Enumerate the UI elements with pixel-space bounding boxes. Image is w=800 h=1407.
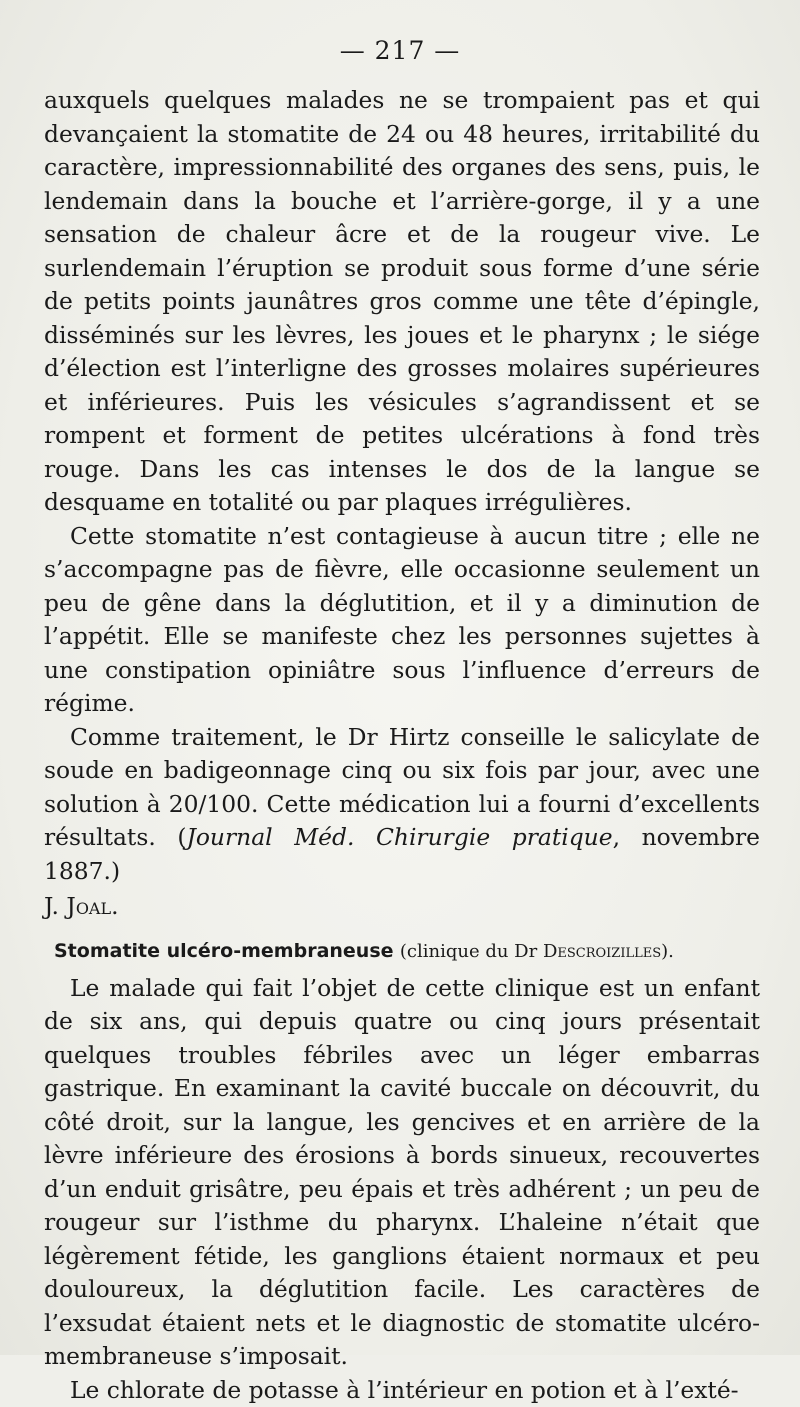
treatment-text: Comme traitement, le Dr Hirtz conseille le salicylate de soude en badigeonnage cinq ou six fois par jour, avec une solution à 20/100. Cette médication lui a fourni d’excellents résultats. (	[44, 723, 760, 852]
section-subtitle-text: (clinique du Dr	[400, 941, 543, 962]
section-subtitle-close: ).	[661, 941, 674, 962]
paragraph-chlorate: Le chlorate de potasse à l’intérieur en potion et à l’exté-	[44, 1374, 760, 1407]
citation-date: , novembre 1887.)	[44, 823, 760, 885]
paragraph-contagion: Cette stomatite n’est contagieuse à aucun titre ; elle ne s’accompagne pas de fièvre, elle occasionne seulement un peu de gêne dans la déglutition, et il y a diminution de l’appétit. Elle se manifeste chez les personnes sujettes à une constipation opiniâtre sous l’influence d’erreurs de régime.	[44, 520, 760, 721]
body-text	[44, 84, 760, 1407]
signature-rest: oal.	[76, 892, 119, 920]
page-number: — 217 —	[0, 36, 800, 65]
section-title: Stomatite ulcéro-membraneuse	[54, 940, 394, 962]
signature-initial: J. J	[44, 892, 76, 920]
section-heading	[44, 934, 760, 968]
author-signature	[44, 890, 760, 924]
section-subtitle	[400, 941, 674, 962]
clinician-name: Descroizilles	[543, 941, 661, 962]
paragraph-case: Le malade qui fait l’objet de cette clinique est un enfant de six ans, qui depuis quatre ou cinq jours présentait quelques troubles fébriles avec un léger embarras gastrique. En examinant la cavité buccale on découvrit, du côté droit, sur la langue, les gencives et en arrière de la lèvre inférieure des érosions à bords sinueux, recouvertes d’un enduit grisâtre, peu épais et très adhérent ; un peu de rougeur sur l’isthme du pharynx. L’haleine n’était que légèrement fétide, les ganglions étaient normaux et peu douloureux, la déglutition facile. Les caractères de l’exsudat étaient nets et le diagnostic de stomatite ulcéro-membraneuse s’imposait.	[44, 972, 760, 1374]
journal-citation: Journal Méd. Chirurgie pratique	[186, 823, 612, 851]
paragraph-eruption: auxquels quelques malades ne se trompaient pas et qui devançaient la stomatite de 24 ou 48 heures, irritabilité du caractère, impressionnabilité des organes des sens, puis, le lendemain dans la bouche et l’arrière-gorge, il y a une sensation de chaleur âcre et de la rougeur vive. Le surlendemain l’éruption se produit sous forme d’une série de petits points jaunâtres gros comme une tête d’épingle, disséminés sur les lèvres, les joues et le pharynx ; le siége d’élection est l’interligne des grosses molaires supérieures et inférieures. Puis les vésicules s’agrandissent et se rompent et forment de petites ulcérations à fond très rouge. Dans les cas intenses le dos de la langue se desquame en totalité ou par plaques irrégulières.	[44, 84, 760, 520]
paragraph-treatment	[44, 721, 760, 889]
